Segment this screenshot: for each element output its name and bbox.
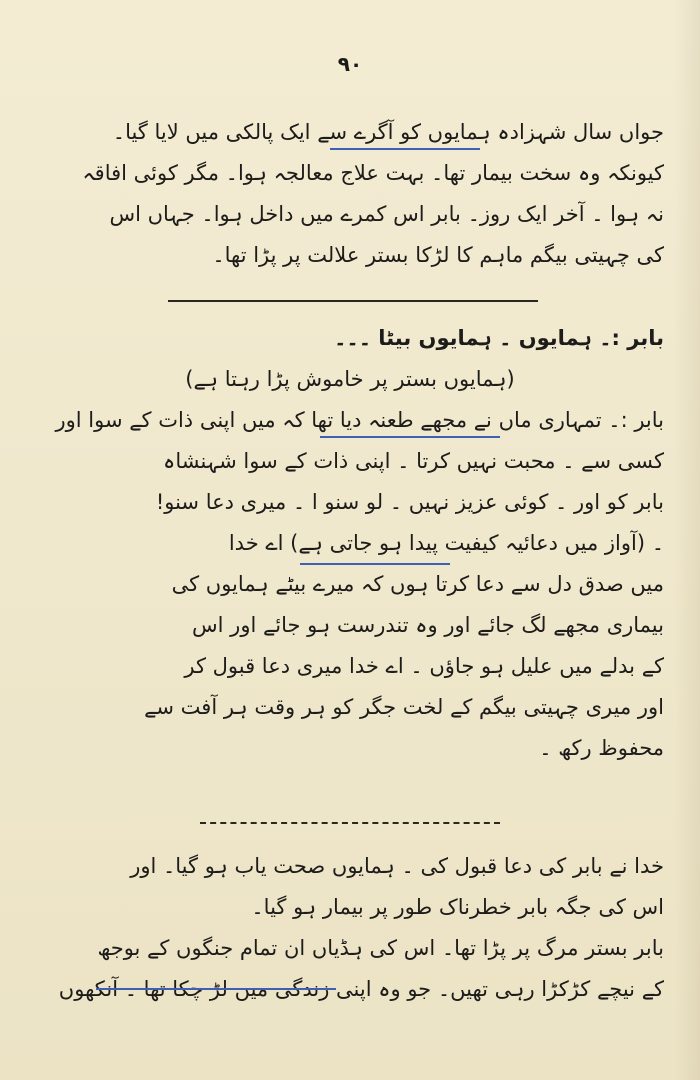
dialogue-line-7: میں صدق دل سے دعا کرتا ہوں کہ میرے بیٹے ہمایوں کی: [171, 572, 664, 596]
dialogue-line-8: بیماری مجھے لگ جائے اور وہ تندرست ہو جائے اور اس: [192, 613, 664, 637]
dialogue-line-4: کسی سے ۔ محبت نہیں کرتا ۔ اپنی ذات کے سوا شہنشاہ: [163, 449, 664, 473]
intro-line-1: جواں سال شہزادہ ہمایوں کو آگرے سے ایک پالکی میں لایا گیا۔: [112, 120, 664, 144]
pen-underline-3: [300, 563, 450, 565]
intro-line-2: کیونکہ وہ سخت بیمار تھا۔ بہت علاج معالجہ ہوا۔ مگر کوئی افاقہ: [82, 161, 664, 185]
intro-paragraph: [36, 112, 664, 276]
pen-underline-4: [96, 988, 336, 990]
dialogue-line-5: بابر کو اور ۔ کوئی عزیز نہیں ۔ لو سنو ا ۔ میری دعا سنو!: [155, 490, 664, 514]
pen-underline-2: [320, 436, 500, 438]
dialogue-line-3: بابر :۔ تمہاری ماں نے مجھے طعنہ دیا تھا کہ میں اپنی ذات کے سوا اور: [55, 408, 664, 432]
section-divider-1: [168, 300, 538, 302]
closing-line-2: اس کی جگہ بابر خطرناک طور پر بیمار ہو گیا۔: [251, 895, 664, 919]
intro-line-4: کی چہیتی بیگم ماہم کا لڑکا بستر علالت پر پڑا تھا۔: [212, 243, 664, 267]
closing-line-4: کے نیچے کڑکڑا رہی تھیں۔ جو وہ اپنی زندگی میں لڑ چکا تھا ۔ آنکھوں: [58, 977, 664, 1001]
page-number: ۹۰: [337, 52, 363, 76]
closing-line-1: خدا نے بابر کی دعا قبول کی ۔ ہمایوں صحت یاب ہو گیا۔ اور: [130, 854, 664, 878]
pen-underline-1: [330, 148, 480, 150]
dialogue-line-10: اور میری چہیتی بیگم کے لخت جگر کو ہر وقت ہر آفت سے: [144, 695, 664, 719]
dialogue-line-1: بابر :۔ ہمایوں ۔ ہمایوں بیٹا ۔۔۔: [334, 326, 664, 350]
closing-paragraph: [36, 846, 664, 1010]
closing-line-3: بابر بستر مرگ پر پڑا تھا۔ اس کی ہڈیاں ان تمام جنگوں کے بوجھ: [97, 936, 664, 960]
page-edge-shadow: [674, 0, 700, 1080]
dialogue-line-6: ۔ (آواز میں دعائیہ کیفیت پیدا ہو جاتی ہے) اے خدا: [228, 531, 664, 555]
dialogue-line-11: محفوظ رکھ ۔: [539, 736, 664, 760]
dialogue-section: [36, 318, 664, 769]
section-divider-2: [200, 822, 500, 824]
stage-direction-1: (ہمایوں بستر پر خاموش پڑا رہتا ہے): [185, 367, 515, 391]
intro-line-3: نہ ہوا ۔ آخر ایک روز۔ بابر اس کمرے میں داخل ہوا۔ جہاں اس: [109, 202, 664, 226]
dialogue-line-9: کے بدلے میں علیل ہو جاؤں ۔ اے خدا میری دعا قبول کر: [184, 654, 664, 678]
